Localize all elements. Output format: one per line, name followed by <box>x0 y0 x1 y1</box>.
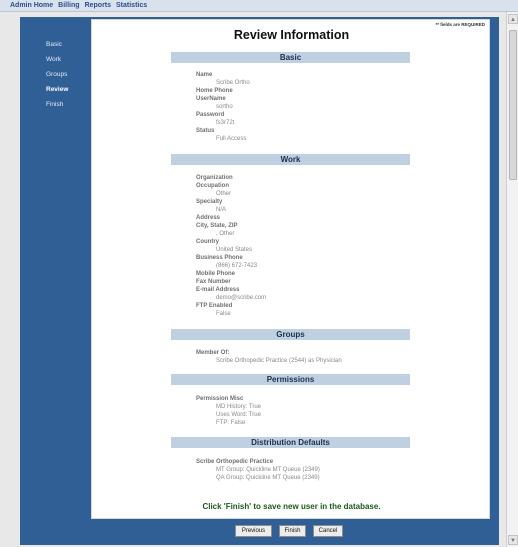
field-value: MT Group: Quickline MT Queue (2349) <box>216 467 320 473</box>
sidebar-item-groups[interactable]: Groups <box>46 71 68 78</box>
field-value: United States <box>216 247 253 253</box>
section-header-basic: Basic <box>171 52 410 63</box>
field-value: N/A <box>216 207 227 213</box>
field-value: (866) 672-7423 <box>216 263 258 269</box>
field-label: FTP Enabled <box>196 303 233 309</box>
cancel-button[interactable]: Cancel <box>313 525 343 537</box>
field-label: Address <box>196 215 221 221</box>
field-value: demo@scribe.com <box>216 295 267 301</box>
field-value: Full Access <box>216 136 247 142</box>
field-label: E-mail Address <box>196 287 240 293</box>
required-fields-note: ** fields are REQUIRED <box>435 22 485 27</box>
field-value: Uses Word: True <box>216 412 261 418</box>
nav-statistics[interactable]: Statistics <box>116 2 148 9</box>
sidebar-item-finish[interactable]: Finish <box>46 101 64 108</box>
sidebar-item-work[interactable]: Work <box>46 56 62 63</box>
field-label: Specialty <box>196 199 223 205</box>
field-value: False <box>216 311 231 317</box>
nav-reports[interactable]: Reports <box>84 2 112 9</box>
field-label: Business Phone <box>196 255 243 261</box>
sidebar-item-review[interactable]: Review <box>46 86 69 93</box>
field-label: Status <box>196 128 215 134</box>
field-label: Organization <box>196 175 233 181</box>
field-label: Password <box>196 112 225 118</box>
nav-admin-home[interactable]: Admin Home <box>10 2 54 9</box>
field-value: MD History: True <box>216 404 262 410</box>
section-header-distribution: Distribution Defaults <box>171 437 410 448</box>
field-label: Scribe Orthopedic Practice <box>196 459 274 465</box>
field-value: Other <box>216 191 232 197</box>
field-label: UserName <box>196 96 226 102</box>
section-header-work: Work <box>171 154 410 165</box>
finish-instruction: Click 'Finish' to save new user in the database. <box>202 502 381 511</box>
scroll-thumb[interactable] <box>509 30 517 180</box>
button-bar <box>0 525 518 537</box>
field-value: Scribe Orthopedic Practice (2544) as Physician <box>216 358 342 364</box>
sidebar-item-basic[interactable]: Basic <box>46 41 62 48</box>
field-label: Permission Misc <box>196 396 244 402</box>
wizard-sidebar <box>20 17 90 520</box>
field-value: sortho <box>216 104 233 110</box>
section-header-permissions: Permissions <box>171 374 410 385</box>
scroll-down-arrow-icon[interactable]: ▼ <box>508 535 518 545</box>
nav-billing[interactable]: Billing <box>58 2 80 9</box>
field-value: Scribe Ortho <box>216 80 250 86</box>
field-label: Fax Number <box>196 279 231 285</box>
field-label: Name <box>196 72 213 78</box>
field-value: FTP: False <box>216 420 246 426</box>
field-label: Mobile Phone <box>196 271 235 277</box>
field-value: , Other <box>216 231 235 237</box>
field-label: Home Phone <box>196 88 233 94</box>
page-title: Review Information <box>233 28 350 42</box>
review-panel <box>91 19 490 519</box>
scroll-up-arrow-icon[interactable]: ▲ <box>508 14 518 24</box>
field-value: QA Group: Quickline MT Queue (2349) <box>216 475 320 481</box>
field-value: fs3r72t <box>216 120 235 126</box>
previous-button[interactable]: Previous <box>235 525 272 537</box>
top-navigation <box>0 0 518 12</box>
field-label: City, State, ZIP <box>196 223 238 229</box>
field-label: Country <box>196 239 219 245</box>
section-header-groups: Groups <box>171 329 410 340</box>
field-label: Occupation <box>196 183 230 189</box>
page-scrollbar[interactable] <box>506 12 518 547</box>
field-label: Member Of: <box>196 350 230 356</box>
finish-button[interactable]: Finish <box>279 525 306 537</box>
